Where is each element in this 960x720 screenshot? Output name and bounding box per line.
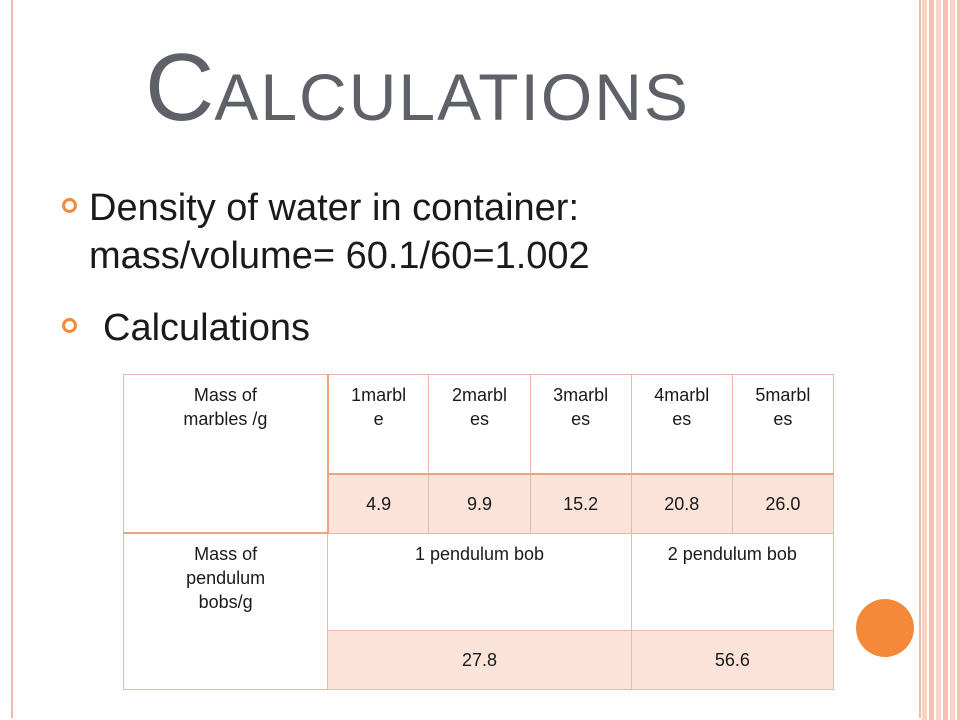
- marbles-header-cell: [124, 375, 328, 534]
- bullet-circle-icon: [62, 318, 77, 333]
- slide-title: [145, 34, 690, 141]
- marbles-header: Mass of marbles /g: [183, 385, 268, 429]
- marble-mass-value: 4.9: [328, 474, 429, 534]
- pendulum-mass-value: 56.6: [631, 630, 833, 689]
- bullet-calculations-text: Calculations: [103, 307, 310, 349]
- marble-column-header: [429, 375, 530, 474]
- pendulum-mass-value: 27.8: [328, 630, 631, 689]
- marble-mass-value: 26.0: [732, 474, 833, 534]
- marble-mass-value: 9.9: [429, 474, 530, 534]
- marble-column-header: [328, 375, 429, 474]
- pendulum-header-cell: [124, 533, 328, 689]
- table-row: [124, 375, 834, 474]
- marble-column-header: [530, 375, 631, 474]
- table-row: [124, 533, 834, 630]
- marble-column-label: 1marble: [351, 385, 407, 429]
- pendulum-column-label: 2 pendulum bob: [667, 543, 797, 564]
- marble-mass-value: 20.8: [631, 474, 732, 534]
- bullet-calculations: [60, 304, 310, 352]
- marble-column-header: [732, 375, 833, 474]
- marble-column-label: 4marbles: [654, 385, 710, 429]
- pendulum-column-header: 1 pendulum bob: [328, 533, 631, 630]
- bullet-density: [60, 184, 590, 280]
- title-initial: C: [145, 34, 215, 141]
- marble-column-label: 5marbles: [755, 385, 811, 429]
- marble-mass-value: 15.2: [530, 474, 631, 534]
- marble-column-label: 3marbles: [553, 385, 609, 429]
- calculations-table: [123, 374, 834, 690]
- marble-column-label: 2marbles: [451, 385, 507, 429]
- decorative-circle: [856, 599, 914, 657]
- title-rest: ALCULATIONS: [214, 60, 690, 134]
- decorative-stripes: [922, 0, 960, 720]
- bullet-density-line1: Density of water in container:: [89, 187, 580, 229]
- bullet-circle-icon: [62, 198, 77, 213]
- marble-column-header: [631, 375, 732, 474]
- pendulum-header: Mass of pendulum bobs/g: [186, 544, 266, 612]
- pendulum-column-header: [631, 533, 833, 630]
- bullet-density-line2: mass/volume= 60.1/60=1.002: [89, 235, 590, 277]
